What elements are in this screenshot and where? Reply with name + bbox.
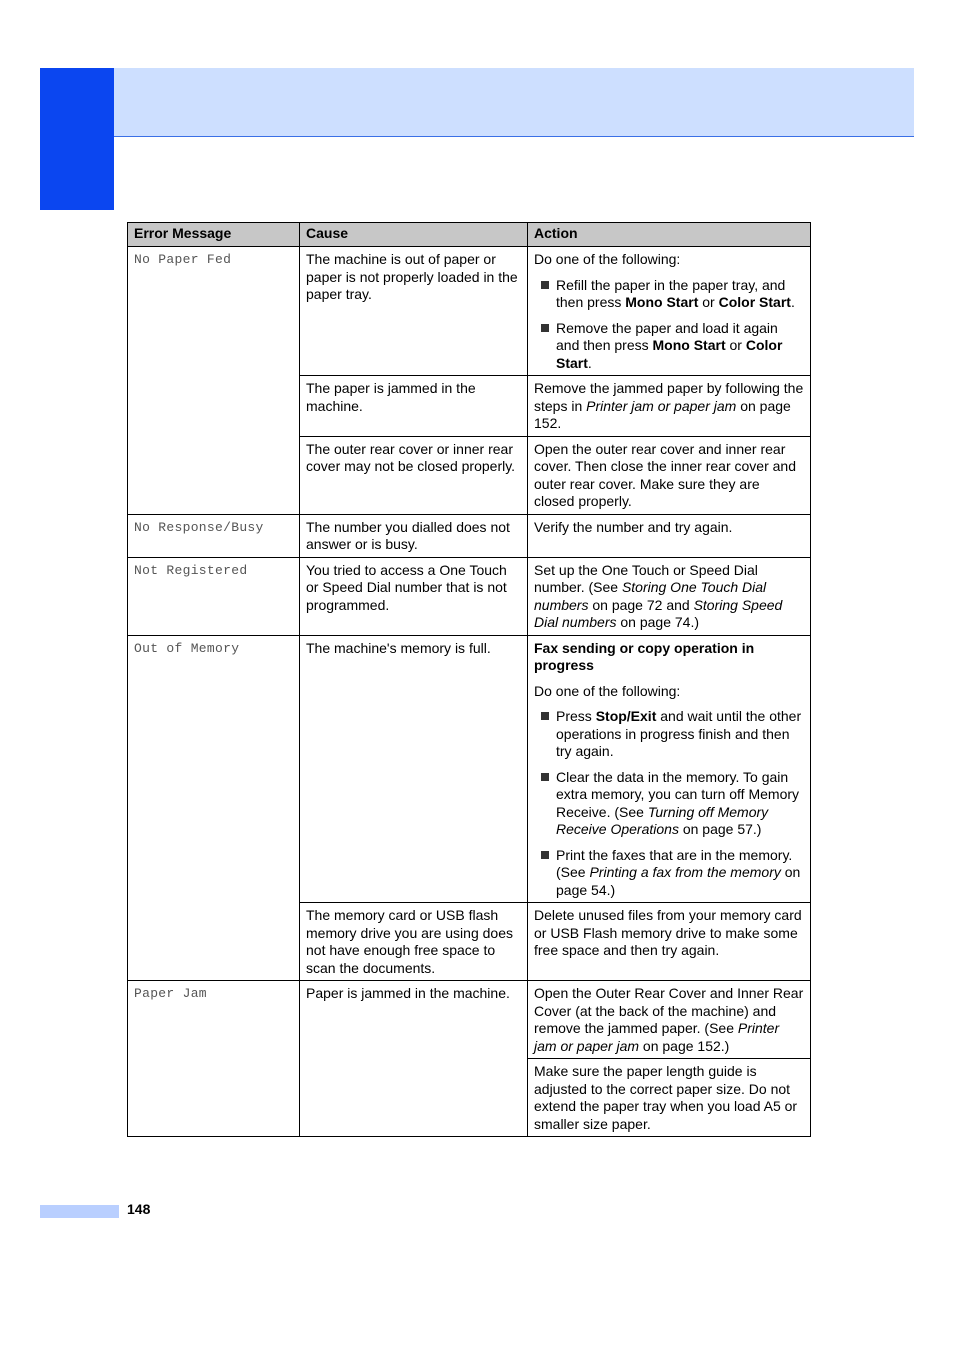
action-bullet-list (534, 277, 804, 373)
error-message-cell: Not Registered (128, 557, 300, 635)
cause-cell: The machine's memory is full. (300, 635, 528, 903)
column-header-action: Action (528, 223, 811, 247)
action-text: Do one of the following: (534, 251, 681, 267)
action-bullet: Press Stop/Exit and wait until the other operations in progress finish and then try again. (534, 708, 804, 761)
action-cell: Make sure the paper length guide is adjusted to the correct paper size. Do not extend the paper tray when you load A5 or smaller size paper. (528, 1059, 811, 1137)
action-cell: Set up the One Touch or Speed Dial number. (See Storing One Touch Dial numbers on page 72 and Storing Speed Dial numbers on page 74.) (528, 557, 811, 635)
action-cell: Open the Outer Rear Cover and Inner Rear Cover (at the back of the machine) and remove the jammed paper. (See Printer jam or paper jam on page 152.) (528, 981, 811, 1059)
footer-bar (40, 1205, 119, 1218)
cause-cell: The outer rear cover or inner rear cover may not be closed properly. (300, 436, 528, 514)
page-number: 148 (127, 1201, 151, 1217)
error-message-cell: No Paper Fed (128, 247, 300, 515)
table-row (128, 247, 811, 376)
cause-cell: The memory card or USB flash memory drive you are using does not have enough free space to scan the documents. (300, 903, 528, 981)
column-header-error-message: Error Message (128, 223, 300, 247)
header-band (114, 68, 914, 137)
cause-cell: The number you dialled does not answer or is busy. (300, 514, 528, 557)
cause-cell: You tried to access a One Touch or Speed Dial number that is not programmed. (300, 557, 528, 635)
table-row (128, 557, 811, 635)
troubleshooting-table (127, 222, 811, 1137)
action-heading: Fax sending or copy operation in progress (534, 639, 755, 673)
table-header-row (128, 223, 811, 247)
action-cell: Verify the number and try again. (528, 514, 811, 557)
table-row (128, 981, 811, 1059)
error-message-cell: Out of Memory (128, 635, 300, 981)
cause-cell: The paper is jammed in the machine. (300, 376, 528, 437)
column-header-cause: Cause (300, 223, 528, 247)
table-row (128, 514, 811, 557)
table-row (128, 635, 811, 903)
action-bullet: Remove the paper and load it again and then press Mono Start or Color Start. (534, 320, 804, 373)
cause-cell: The machine is out of paper or paper is not properly loaded in the paper tray. (300, 247, 528, 376)
action-bullet: Refill the paper in the paper tray, and then press Mono Start or Color Start. (534, 277, 804, 312)
action-cell (528, 247, 811, 376)
action-bullet: Print the faxes that are in the memory. (See Printing a fax from the memory on page 54.) (534, 847, 804, 900)
chapter-tab-block (40, 68, 114, 210)
action-cell: Delete unused files from your memory card or USB Flash memory drive to make some free space and then try again. (528, 903, 811, 981)
action-text: Do one of the following: (534, 682, 681, 699)
action-cell (528, 635, 811, 903)
action-bullet: Clear the data in the memory. To gain extra memory, you can turn off Memory Receive. (See Turning off Memory Receive Operations on page 57.) (534, 769, 804, 839)
action-cell: Open the outer rear cover and inner rear cover. Then close the inner rear cover and outer rear cover. Make sure they are closed properly. (528, 436, 811, 514)
action-cell: Remove the jammed paper by following the steps in Printer jam or paper jam on page 152. (528, 376, 811, 437)
cause-cell: Paper is jammed in the machine. (300, 981, 528, 1137)
action-bullet-list (534, 708, 804, 899)
error-message-cell: No Response/Busy (128, 514, 300, 557)
error-message-cell: Paper Jam (128, 981, 300, 1137)
